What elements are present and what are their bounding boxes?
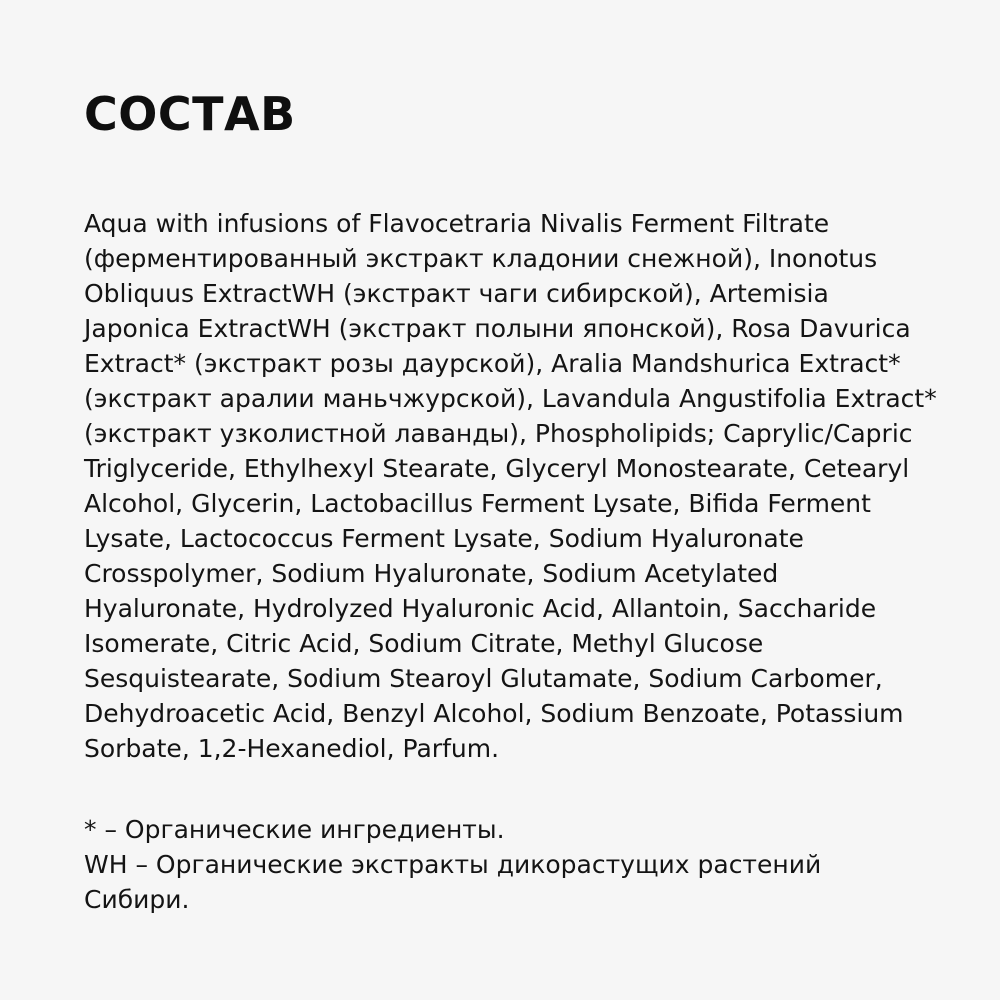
footnote-organic: * – Органические ингредиенты.: [84, 815, 505, 844]
ingredients-line: Aqua with infusions of Flavocetraria Nivalis Ferment Filtrate: [84, 209, 830, 238]
ingredients-line: Dehydroacetic Acid, Benzyl Alcohol, Sodium Benzoate, Potassium: [84, 699, 904, 728]
ingredients-line: Obliquus ExtractWH (экстракт чаги сибирской), Artemisia: [84, 279, 829, 308]
footnotes: [84, 812, 944, 917]
ingredients-line: Japonica ExtractWH (экстракт полыни японской), Rosa Davurica: [84, 314, 911, 343]
footnote-wild-extracts: WH – Органические экстракты дикорастущих растений: [84, 850, 822, 879]
ingredients-line: Isomerate, Citric Acid, Sodium Citrate, Methyl Glucose: [84, 629, 764, 658]
ingredients-line: Alcohol, Glycerin, Lactobacillus Ferment Lysate, Bifida Ferment: [84, 489, 871, 518]
ingredients-line: Sorbate, 1,2-Hexanediol, Parfum.: [84, 734, 500, 763]
ingredients-line: (ферментированный экстракт кладонии снежной), Inonotus: [84, 244, 878, 273]
ingredients-line: (экстракт узколистной лаванды), Phospholipids; Caprylic/Capric: [84, 419, 913, 448]
ingredients-line: Sesquistearate, Sodium Stearoyl Glutamate, Sodium Carbomer,: [84, 664, 883, 693]
ingredients-list: [84, 206, 944, 766]
page-title: СОСТАВ: [84, 87, 296, 141]
ingredients-line: Triglyceride, Ethylhexyl Stearate, Glyceryl Monostearate, Cetearyl: [84, 454, 910, 483]
ingredients-line: (экстракт аралии маньчжурской), Lavandula Angustifolia Extract*: [84, 384, 937, 413]
footnote-wild-extracts-continued: Сибири.: [84, 885, 190, 914]
ingredients-line: Lysate, Lactococcus Ferment Lysate, Sodium Hyaluronate: [84, 524, 804, 553]
ingredients-line: Hyaluronate, Hydrolyzed Hyaluronic Acid, Allantoin, Saccharide: [84, 594, 877, 623]
ingredients-line: Crosspolymer, Sodium Hyaluronate, Sodium Acetylated: [84, 559, 779, 588]
ingredients-line: Extract* (экстракт розы даурской), Aralia Mandshurica Extract*: [84, 349, 901, 378]
